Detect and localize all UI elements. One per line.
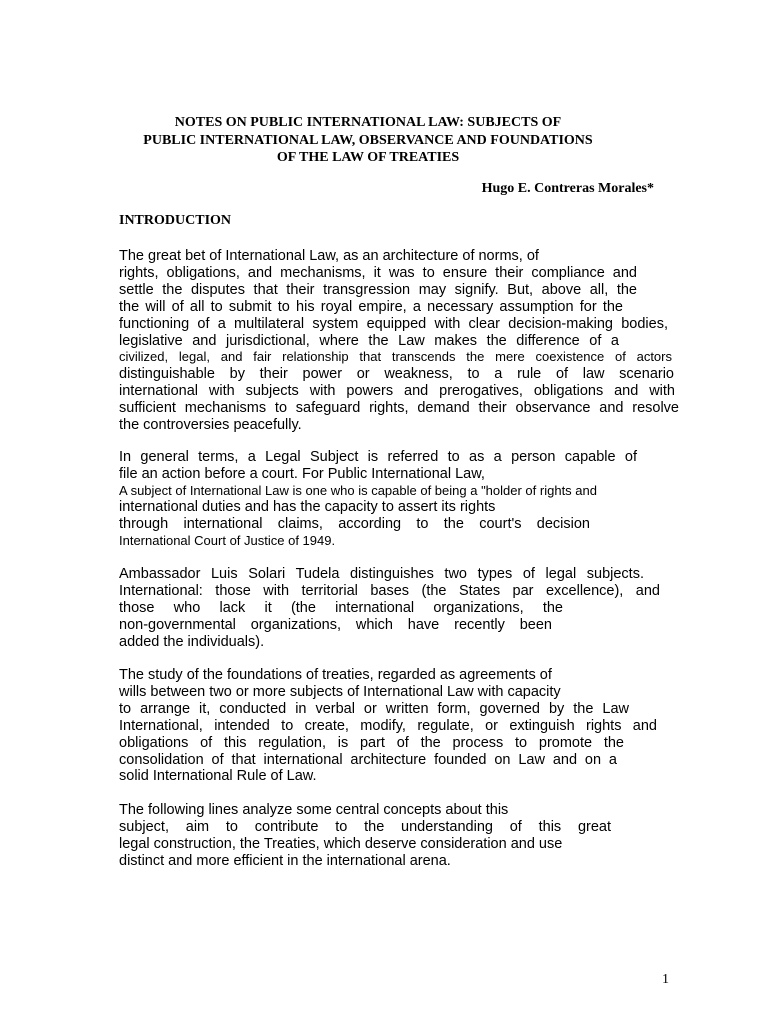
- paragraph-line: distinguishable by their power or weakness, to a rule of law scenario: [119, 366, 674, 383]
- paragraph-line: In general terms, a Legal Subject is referred to as a person capable of: [119, 449, 637, 465]
- section-heading: INTRODUCTION: [119, 213, 232, 228]
- paragraph-line: rights, obligations, and mechanisms, it was to ensure their compliance and: [119, 264, 637, 281]
- paragraph-5: [119, 802, 679, 870]
- paragraph-3: [119, 566, 679, 651]
- title-line-1: NOTES ON PUBLIC INTERNATIONAL LAW: SUBJECTS OF: [174, 115, 562, 130]
- paragraph-line: distinct and more efficient in the international arena.: [119, 852, 451, 869]
- paragraph-line: International Court of Justice of 1949.: [119, 532, 336, 548]
- paragraph-line: the will of all to submit to his royal empire, a necessary assumption for the: [119, 298, 623, 315]
- paragraph-line: non-governmental organizations, which have recently been: [119, 616, 552, 633]
- paragraph-line: The study of the foundations of treaties, regarded as agreements of: [119, 667, 552, 683]
- paragraph-line: international with subjects with powers and prerogatives, obligations and with: [119, 383, 675, 400]
- paragraph-line: functioning of a multilateral system equipped with clear decision-making bodies,: [119, 315, 668, 332]
- paragraph-line: added the individuals).: [119, 633, 265, 650]
- paragraph-line: The following lines analyze some central concepts about this: [119, 802, 509, 818]
- paragraph-line: obligations of this regulation, is part of the process to promote the: [119, 734, 624, 751]
- paragraph-line: solid International Rule of Law.: [119, 768, 317, 785]
- paragraph-line: International: those with territorial bases (the States par excellence), and: [119, 582, 660, 599]
- title-line-3: OF THE LAW OF TREATIES: [276, 150, 460, 165]
- paragraph-line: legal construction, the Treaties, which deserve consideration and use: [119, 835, 563, 852]
- paragraph-line: the controversies peacefully.: [119, 417, 302, 434]
- paragraph-line: Ambassador Luis Solari Tudela distinguishes two types of legal subjects.: [119, 566, 644, 582]
- paragraph-line: wills between two or more subjects of International Law with capacity: [119, 683, 561, 700]
- document-title: [100, 114, 636, 167]
- paragraph-line: sufficient mechanisms to safeguard rights, demand their observance and resolve: [119, 400, 679, 417]
- paragraph-4: [119, 667, 679, 785]
- paragraph-line: to arrange it, conducted in verbal or written form, governed by the Law: [119, 700, 629, 717]
- author-name: Hugo E. Contreras Morales*: [481, 181, 654, 196]
- paragraph-line: file an action before a court. For Public International Law,: [119, 465, 485, 482]
- page-number: 1: [662, 972, 669, 987]
- paragraph-line: The great bet of International Law, as an architecture of norms, of: [119, 248, 539, 264]
- paragraph-line: through international claims, according to the court's decision: [119, 515, 590, 532]
- paragraph-2: [119, 449, 679, 549]
- paragraph-line: international duties and has the capacity to assert its rights: [119, 498, 496, 515]
- paragraph-line: subject, aim to contribute to the understanding of this great: [119, 818, 611, 835]
- paragraph-line: settle the disputes that their transgression may signify. But, above all, the: [119, 281, 637, 298]
- paragraph-line: A subject of International Law is one who is capable of being a "holder of rights and: [119, 482, 597, 498]
- paragraph-line: International, intended to create, modify, regulate, or extinguish rights and: [119, 717, 657, 734]
- paragraph-line: legislative and jurisdictional, where the Law makes the difference of a: [119, 332, 619, 349]
- paragraph-1: [119, 248, 679, 434]
- paragraph-line: those who lack it (the international organizations, the: [119, 599, 563, 616]
- paragraph-line: consolidation of that international architecture founded on Law and on a: [119, 751, 617, 768]
- paragraph-line: civilized, legal, and fair relationship that transcends the mere coexistence of actors: [119, 349, 672, 365]
- title-line-2: PUBLIC INTERNATIONAL LAW, OBSERVANCE AND FOUNDATIONS: [143, 132, 593, 148]
